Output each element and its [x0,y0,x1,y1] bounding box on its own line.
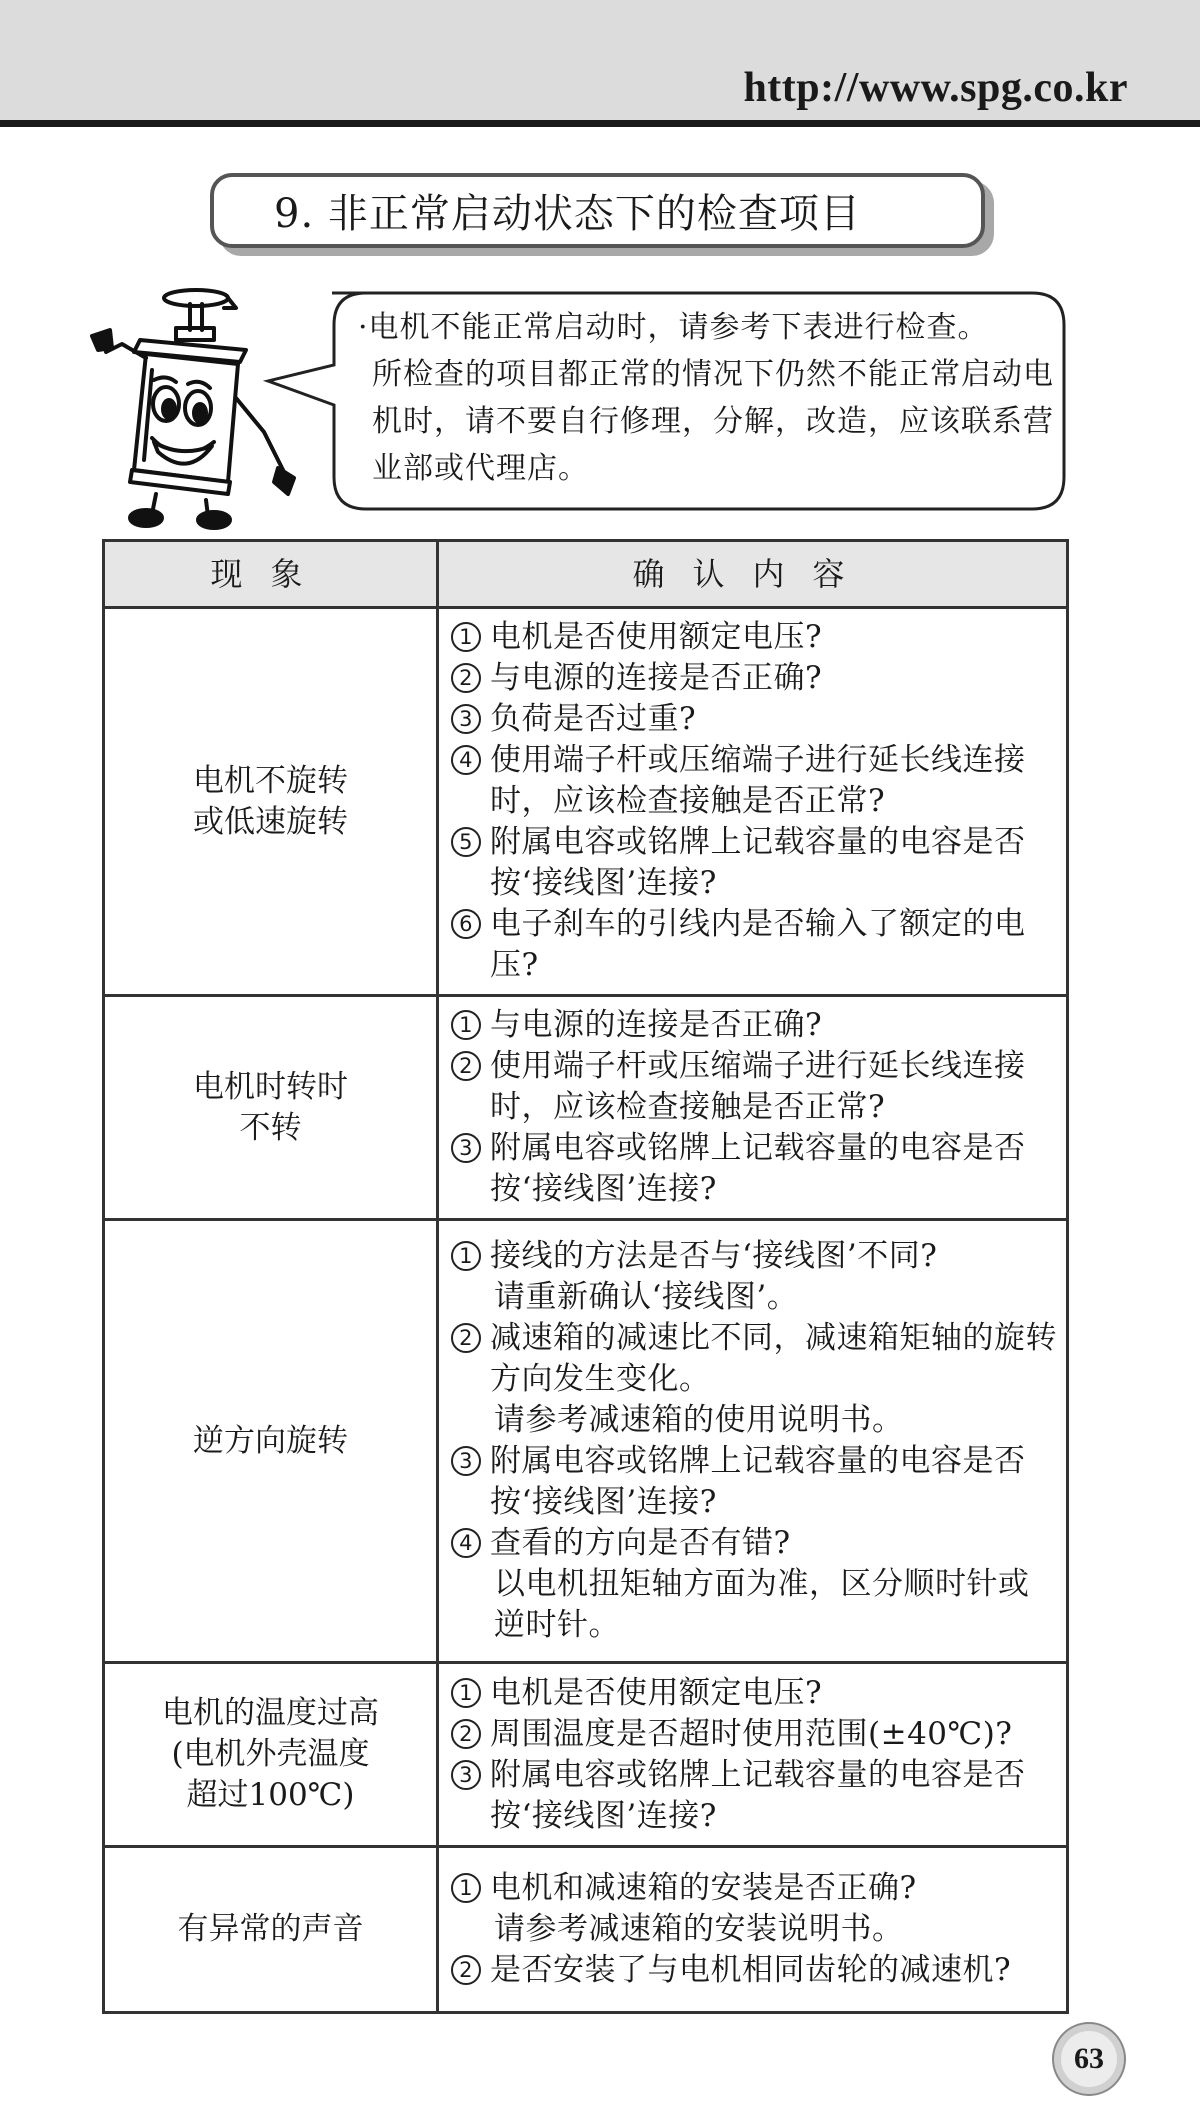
item-text: 减速箱的减速比不同，减速箱矩轴的旋转方向发生变化。 [490,1320,1057,1397]
symptom-line: 逆方向旋转 [193,1422,348,1459]
item-number-badge: 3 [451,1133,481,1163]
item-text: 周围温度是否超时使用范围(±40℃)? [490,1715,1013,1752]
item-number-badge: 1 [451,1873,481,1903]
check-item [451,1236,1058,1318]
item-number-badge: 3 [451,704,481,734]
item-text: 附属电容或铭牌上记载容量的电容是否按‘接线图’连接? [490,824,1026,901]
troubleshooting-table [102,539,1069,2014]
check-item [451,822,1058,904]
item-number-badge: 1 [451,1010,481,1040]
check-item [451,904,1058,986]
item-text: 使用端子杆或压缩端子进行延长线连接时，应该检查接触是否正常? [490,1048,1026,1125]
item-number-badge: 1 [451,1241,481,1271]
check-item [451,1673,1058,1714]
section-title-box [210,173,985,248]
section-title: 9. 非正常启动状态下的检查项目 [274,191,861,237]
check-items-cell [438,608,1068,996]
item-text: 电子刹车的引线内是否输入了额定的电压? [490,906,1026,983]
symptom-line: 或低速旋转 [193,803,348,840]
item-text: 附属电容或铭牌上记载容量的电容是否按‘接线图’连接? [490,1443,1026,1520]
check-item [451,1128,1058,1210]
check-items-cell [438,1663,1068,1847]
table-row [104,1220,1068,1663]
item-subtext: 请参考减速箱的使用说明书。 [494,1402,904,1438]
intro-line-2: 所检查的项目都正常的情况下仍然不能正常启动电机时，请不要自行修理，分解，改造，应该联系营业部或代理店。 [372,357,1054,486]
item-text: 是否安装了与电机相同齿轮的减速机? [490,1952,1012,1988]
check-item [451,740,1058,822]
header-check-content: 确认内容 [438,541,1068,608]
item-number-badge: 1 [451,622,481,652]
symptom-line: 电机的温度过高 [162,1695,379,1731]
item-text: 接线的方法是否与‘接线图’不同? [490,1238,938,1274]
item-text: 附属电容或铭牌上记载容量的电容是否按‘接线图’连接? [490,1756,1026,1834]
item-number-badge: 2 [451,1051,481,1081]
check-items-cell [438,996,1068,1220]
check-item [451,658,1058,699]
symptom-cell [104,996,438,1220]
symptom-cell [104,1847,438,2013]
item-text: 使用端子杆或压缩端子进行延长线连接时，应该检查接触是否正常? [490,742,1026,819]
intro-line-1: 电机不能正常启动时，请参考下表进行检查。 [368,310,989,345]
item-number-badge: 2 [451,1323,481,1353]
page-number: 63 [1061,2031,1117,2087]
symptom-line: 电机时转时 [193,1068,348,1105]
symptom-cell [104,1663,438,1847]
check-item [451,1868,1058,1950]
item-text: 查看的方向是否有错? [490,1525,791,1561]
item-number-badge: 3 [451,1446,481,1476]
symptom-line: 超过100℃) [186,1777,355,1813]
symptom-line: 有异常的声音 [177,1911,364,1947]
check-item [451,699,1058,740]
table-row [104,996,1068,1220]
table-row [104,608,1068,996]
symptom-cell [104,608,438,996]
check-item [451,1046,1058,1128]
website-url: http://www.spg.co.kr [743,65,1128,111]
item-text: 电机是否使用额定电压? [490,619,823,655]
item-number-badge: 2 [451,663,481,693]
check-item [451,1441,1058,1523]
item-text: 电机和减速箱的安装是否正确? [490,1870,917,1906]
bullet-dot: · [358,310,369,345]
check-item [451,1005,1058,1046]
item-text: 附属电容或铭牌上记载容量的电容是否按‘接线图’连接? [490,1130,1026,1207]
header-rule [0,120,1200,127]
page-number-badge [1054,2024,1124,2094]
intro-text [358,304,1058,492]
header-symptom: 现象 [104,541,438,608]
check-item [451,1950,1058,1991]
check-items-cell [438,1847,1068,2013]
item-number-badge: 4 [451,1528,481,1558]
item-text: 电机是否使用额定电压? [490,1674,823,1711]
check-items-cell [438,1220,1068,1663]
item-number-badge: 3 [451,1760,481,1790]
check-item [451,1755,1058,1837]
table-row [104,1847,1068,2013]
check-item [451,1318,1058,1441]
table-header-row [104,541,1068,608]
item-text: 负荷是否过重? [490,701,697,737]
item-text: 与电源的连接是否正确? [490,1007,823,1043]
check-item [451,1714,1058,1755]
symptom-line: 电机不旋转 [193,762,348,799]
symptom-cell [104,1220,438,1663]
item-number-badge: 4 [451,745,481,775]
item-subtext: 以电机扭矩轴方面为准，区分顺时针或逆时针。 [494,1566,1030,1643]
item-text: 与电源的连接是否正确? [490,660,823,696]
item-number-badge: 2 [451,1719,481,1749]
table-row [104,1663,1068,1847]
item-number-badge: 1 [451,1678,481,1708]
item-number-badge: 2 [451,1955,481,1985]
check-item [451,1523,1058,1646]
item-number-badge: 6 [451,909,481,939]
symptom-line: 不转 [239,1109,302,1146]
check-item [451,617,1058,658]
item-subtext: 请参考减速箱的安装说明书。 [494,1911,904,1947]
symptom-line: (电机外壳温度 [171,1736,370,1772]
item-subtext: 请重新确认‘接线图’。 [494,1279,799,1315]
item-number-badge: 5 [451,827,481,857]
